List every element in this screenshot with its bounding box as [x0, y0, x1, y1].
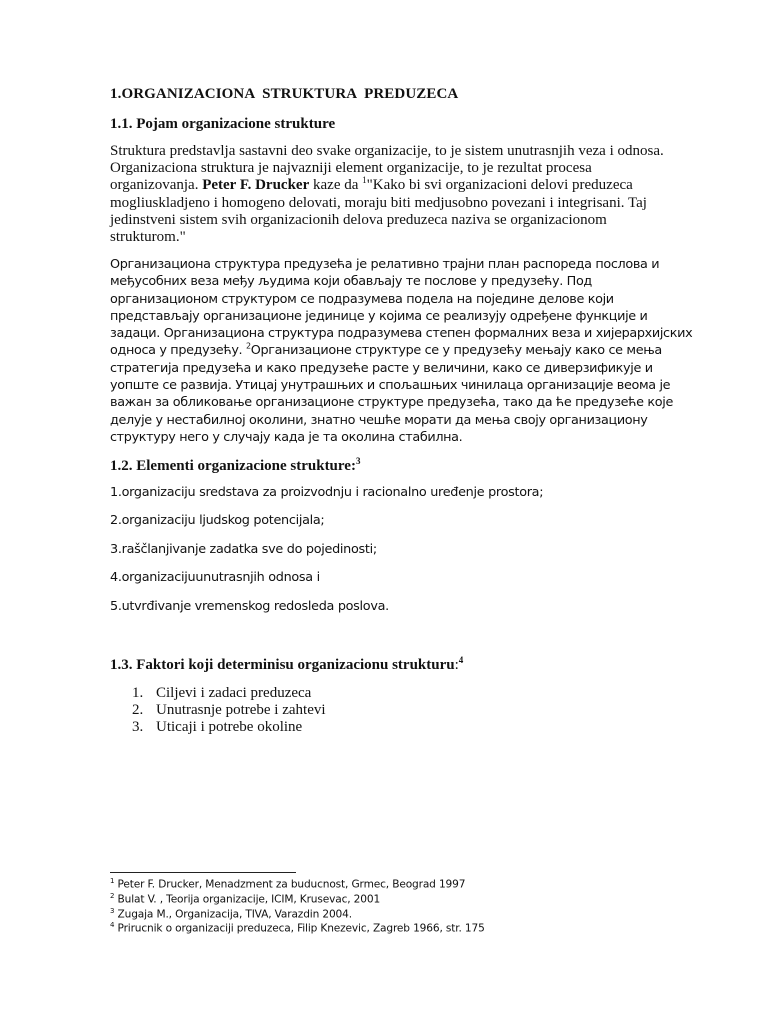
footnote-text: Prirucnik o organizaciji preduzeca, Filip Knezevic, Zagreb 1966, str. 175: [114, 922, 485, 935]
footnote-text: Zugaja M., Organizacija, TIVA, Varazdin 2004.: [114, 908, 352, 921]
paragraph-line: важан за обликовање организационе структуре предузећа, тако да ће предузеће које: [110, 395, 673, 411]
text-span: organizovanja.: [110, 177, 203, 194]
paragraph-line: задаци. Организациона структура подразумева степен формалних веза и хијерархијских: [110, 326, 693, 342]
list-number: 1.: [132, 685, 144, 701]
section-1-1-heading: 1.1. Pojam organizacione strukture: [110, 116, 336, 132]
footnote-text: Peter F. Drucker, Menadzment za buducnost, Grmec, Beograd 1997: [114, 878, 466, 891]
paragraph-line: делује у нестабилној околини, знатно чешће морати да мења своју организациону: [110, 412, 648, 428]
list-text: Unutrasnje potrebe i zahtevi: [156, 702, 326, 719]
footnote-number: 4: [110, 921, 115, 929]
footnote-number: 2: [110, 892, 115, 900]
paragraph-line: Организациона структура предузећа је релативно трајни план распореда послова и: [110, 257, 660, 272]
list-text: Ciljevi i zadaci preduzeca: [156, 685, 312, 701]
element-item: 5.utvrđivanje vremenskog redosleda poslova.: [110, 599, 389, 614]
footnote-number: 3: [110, 907, 115, 915]
paragraph-line: организационом структуром се подразумева подела на поједине делове који: [110, 291, 614, 307]
list-number: 2.: [132, 702, 144, 719]
footnote: [110, 921, 485, 935]
section-1-1-paragraph: [110, 143, 710, 246]
footnote-ref[interactable]: 3: [355, 456, 361, 466]
paragraph-line: strukturom.": [110, 229, 186, 246]
paragraph-line: стратегија предузећа и како предузеће расте у величини, како се диверзификује и: [110, 360, 653, 376]
paragraph-line: међусобних веза међу људима који обављају те послове у предузећу. Под: [110, 274, 592, 290]
list-item: [132, 719, 326, 736]
list-item: [132, 685, 326, 702]
footnote-ref[interactable]: 2: [245, 342, 251, 352]
element-item: 1.organizaciju sredstava za proizvodnju i racionalno uređenje prostora;: [110, 485, 544, 500]
list-item: [132, 702, 326, 719]
text-span: Организационе структуре се у предузећу мењају како се мења: [250, 343, 662, 359]
paragraph-line: Struktura predstavlja sastavni deo svake organizacije, to je sistem unutrasnjih veza i odnosa.: [110, 143, 664, 159]
list-number: 3.: [132, 719, 144, 736]
heading-colon: :: [454, 657, 459, 673]
footnote-text: Bulat V. , Teorija organizacije, ICIM, Krusevac, 2001: [114, 893, 381, 906]
section-1-3-heading: [110, 655, 463, 674]
footnote-ref[interactable]: 1: [362, 175, 367, 186]
footnote: [110, 877, 465, 891]
author-name: Peter F. Drucker: [202, 177, 310, 194]
footnote-ref[interactable]: 4: [458, 655, 464, 665]
element-item: 2.organizaciju ljudskog potencijala;: [110, 513, 325, 528]
element-item: 4.organizacijuunutrasnjih odnosa i: [110, 570, 320, 585]
paragraph-line: mogliuskladjeno i homogeno delovati, moraju biti medjusobno povezani i integrisani. Taj: [110, 194, 647, 211]
list-text: Uticaji i potrebe okoline: [156, 719, 303, 736]
footnote-number: 1: [110, 877, 115, 885]
element-item: 3.raščlanjivanje zadatka sve do pojedinosti;: [110, 542, 377, 557]
heading-text: 1.2. Elementi organizacione strukture:: [110, 458, 356, 474]
factors-list: [132, 685, 326, 737]
paragraph-line: [110, 177, 710, 194]
paragraph-line: представљају организационе јединице у којима се реализују одређене функције и: [110, 308, 648, 324]
paragraph-line: уопште се развија. Утицај унутрашњих и спољашњих чинилаца организације веома је: [110, 378, 671, 394]
paragraph-line: Organizaciona struktura je najvazniji element organizacije, to je rezultat procesa: [110, 160, 592, 177]
section-1-2-heading: [110, 456, 360, 475]
document-title: 1.ORGANIZACIONA STRUKTURA PREDUZECA: [110, 86, 459, 102]
text-span: kaze da: [309, 177, 363, 194]
paragraph-line: [110, 342, 710, 359]
footnote: [110, 892, 380, 906]
paragraph-line: структуру него у случају када је та околина стабилна.: [110, 429, 463, 445]
heading-text: 1.3. Faktori koji determinisu organizacionu strukturu: [110, 657, 455, 673]
text-span: "Kako bi svi organizacioni delovi preduzeca: [366, 177, 633, 194]
paragraph-line: jedinstveni sistem svih organizacionih delova preduzeca naziva se organizacionom: [110, 211, 607, 228]
cyrillic-paragraph: [110, 256, 710, 446]
footnote: [110, 907, 352, 921]
footnote-divider: [110, 872, 296, 873]
text-span: односа у предузећу.: [110, 343, 246, 359]
